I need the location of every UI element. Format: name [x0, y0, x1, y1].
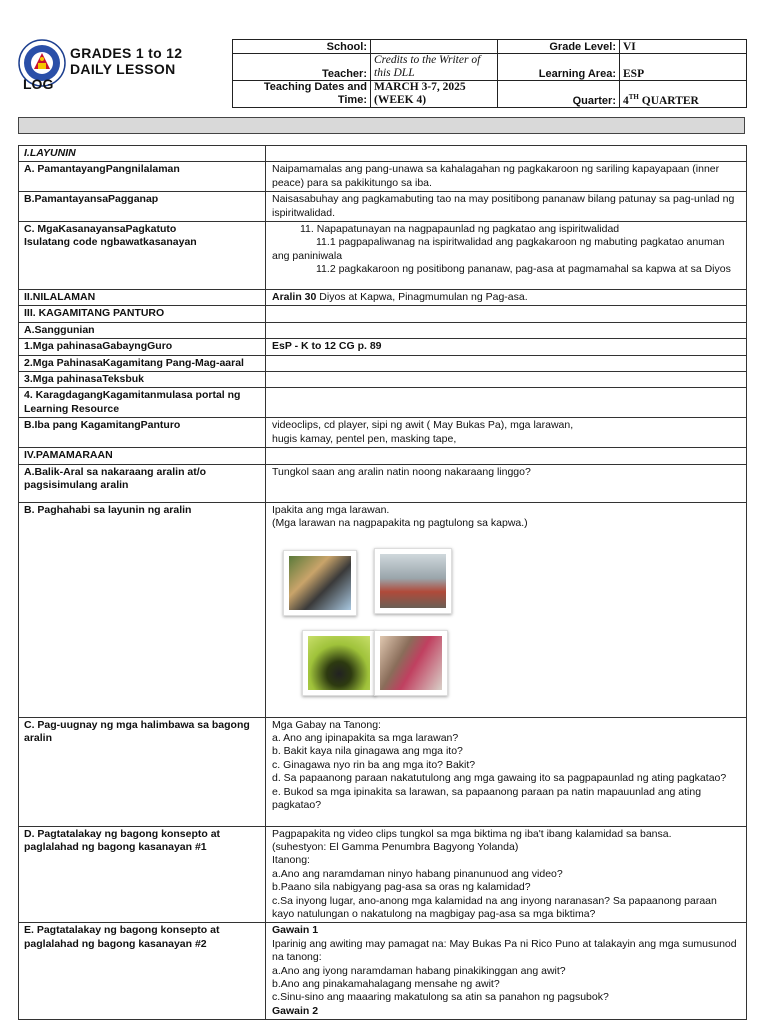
- pagtatalakay-2-line: c.Sinu-sino ang maaaring makatulong sa atin sa panahon ng pagsubok?: [272, 991, 609, 1004]
- pag-uugnay-line: e. Bukod sa mga ipinakita sa larawan, sa papaanong paraan pa natin mapauunlad ang ating pagkatao?: [272, 785, 702, 811]
- pagtatalakay-1-label: D. Pagtatalakay ng bagong konsepto at paglalahad ng bagong kasanayan #1: [19, 826, 266, 923]
- learning-area-value: ESP: [620, 54, 747, 81]
- balik-aral-label: A.Balik-Aral sa nakaraang aralin at/o pagsisimulang aralin: [19, 464, 266, 502]
- layunin-heading: I.LAYUNIN: [19, 146, 266, 162]
- teksbuk-label: 3.Mga pahinasaTeksbuk: [19, 372, 266, 388]
- pamamaraan-empty: [266, 448, 747, 464]
- kasanayan-label-line-2: Isulatang code ngbawatkasanayan: [24, 236, 197, 249]
- pamantayang-pangnilalaman-text: Naipamamalas ang pang-unawa sa kahalagahan ng pagkakaroon ng sariling kapayapaan (inner peace) para sa pakikitungo sa iba.: [266, 162, 747, 192]
- pagtatalakay-1-line: (suhestyon: El Gamma Penumbra Bagyong Yolanda): [272, 840, 519, 853]
- pagtatalakay-1-line: c.Sa inyong lugar, ano-anong mga kalamidad na ang inyong naranasan? Sa papaanong paraan kayo natulungan o nakatulong na magbigay pag-asa sa mga biktima?: [272, 894, 717, 920]
- pamantayang-pangnilalaman-label: A. PamantayangPangnilalaman: [19, 162, 266, 192]
- quarter-suffix: TH: [628, 93, 639, 102]
- pagtatalakay-2-content: [266, 923, 747, 1020]
- helping-hand-photo: [302, 630, 376, 696]
- quarter-word: QUARTER: [641, 95, 699, 107]
- teacher-label: Teacher:: [233, 54, 371, 81]
- paghahabi-label: B. Paghahabi sa layunin ng aralin: [19, 502, 266, 717]
- quarter-number: 4: [623, 95, 629, 107]
- airplane-crowd-photo: [374, 548, 452, 614]
- pamantayan-sa-pagganap-label: B.PamantayansaPagganap: [19, 192, 266, 222]
- dll-title: [70, 45, 182, 77]
- kasanayan-line-2-text: 11.1 pagpapaliwanag na ispiritwalidad ang pagkakaroon ng mabuting pagkatao anuman ang paniniwala: [272, 236, 725, 262]
- sanggunian-empty: [266, 322, 747, 338]
- gabay-ng-guro-text: EsP - K to 12 CG p. 89: [266, 339, 747, 355]
- kasanayan-label: [19, 222, 266, 290]
- grade-level-label: Grade Level:: [498, 40, 620, 54]
- kasanayan-line-3-text: 11.2 pagkakaroon ng positibong pananaw, pag-asa at pagmamahal sa kapwa at sa Diyos: [316, 263, 731, 276]
- iba-pang-kagamitan-line-1: videoclips, cd player, sipi ng awit ( May Bukas Pa), mga larawan,: [272, 419, 574, 432]
- pagtatalakay-2-line: b.Ano ang pinakamahalagang mensahe ng awit?: [272, 977, 500, 990]
- kasanayan-line-1: 11. Napapatunayan na nagpapaunlad ng pagkatao ang ispiritwalidad: [300, 223, 620, 236]
- pag-uugnay-content: [266, 717, 747, 826]
- balik-aral-text: Tungkol saan ang aralin natin noong nakaraang linggo?: [266, 464, 747, 502]
- gawain-2-heading: Gawain 2: [272, 1004, 319, 1017]
- title-line-1: GRADES 1 to 12: [70, 45, 183, 61]
- teksbuk-empty: [266, 372, 747, 388]
- pag-uugnay-label: C. Pag-uugnay ng mga halimbawa sa bagong aralin: [19, 717, 266, 826]
- header-info-table: [232, 39, 747, 108]
- portal-empty: [266, 388, 747, 418]
- teacher-value: Credits to the Writer of this DLL: [371, 54, 498, 81]
- kasanayan-label-line-1: C. MgaKasanayansaPagkatuto: [24, 223, 177, 236]
- kasanayan-line-3: [272, 263, 741, 276]
- quarter-value: [620, 81, 747, 108]
- relief-volunteers-photo: [283, 550, 357, 616]
- paghahabi-content: [266, 502, 747, 717]
- school-label: School:: [233, 40, 371, 54]
- gawain-1-heading: Gawain 1: [272, 924, 319, 937]
- kagamitan-empty: [266, 306, 747, 322]
- iba-pang-kagamitan-text: [266, 418, 747, 448]
- pag-uugnay-line: d. Sa papaanong paraan nakatutulong ang mga gawaing ito sa pagpapaunlad ng ating pagkatao?: [272, 772, 727, 785]
- title-line-2: DAILY LESSON: [70, 61, 176, 77]
- photo-collage: [272, 530, 741, 710]
- pag-uugnay-line: Mga Gabay na Tanong:: [272, 718, 381, 731]
- layunin-empty: [266, 146, 747, 162]
- teaching-dates-label: Teaching Dates and Time:: [233, 81, 371, 108]
- sanggunian-heading: A.Sanggunian: [19, 322, 266, 338]
- teaching-dates-value: MARCH 3-7, 2025 (WEEK 4): [371, 81, 498, 108]
- lesson-table: [18, 145, 747, 1020]
- pagtatalakay-1-line: Itanong:: [272, 854, 310, 867]
- kagamitang-mag-aaral-label: 2.Mga PahinasaKagamitang Pang-Mag-aaral: [19, 355, 266, 371]
- pagtatalakay-1-line: b.Paano sila nabigyang pag-asa sa oras ng kalamidad?: [272, 881, 531, 894]
- pagtatalakay-1-content: [266, 826, 747, 923]
- title-line-3: LOG: [23, 76, 54, 92]
- section-divider-bar: [18, 117, 745, 134]
- aralin-title: Diyos at Kapwa, Pinagmumulan ng Pag-asa.: [316, 291, 528, 304]
- pag-uugnay-line: c. Ginagawa nyo rin ba ang mga ito? Bakit?: [272, 758, 476, 771]
- school-value: [371, 40, 498, 54]
- pag-uugnay-line: b. Bakit kaya nila ginagawa ang mga ito?: [272, 745, 463, 758]
- pag-uugnay-line: a. Ano ang ipinapakita sa mga larawan?: [272, 731, 459, 744]
- gabay-ng-guro-label: 1.Mga pahinasaGabayngGuro: [19, 339, 266, 355]
- kagamitang-mag-aaral-empty: [266, 355, 747, 371]
- nilalaman-text: [266, 290, 747, 306]
- portal-label: 4. KaragdagangKagamitanmulasa portal ng Learning Resource: [19, 388, 266, 418]
- pamamaraan-heading: IV.PAMAMARAAN: [19, 448, 266, 464]
- pagtatalakay-2-label: E. Pagtatalakay ng bagong konsepto at paglalahad ng bagong kasanayan #2: [19, 923, 266, 1020]
- pagtatalakay-1-line: Pagpapakita ng video clips tungkol sa mga biktima ng iba't ibang kalamidad sa bansa.: [272, 827, 672, 840]
- nilalaman-heading: II.NILALAMAN: [19, 290, 266, 306]
- caregiver-photo: [374, 630, 448, 696]
- lesson-header: [18, 39, 746, 106]
- learning-area-label: Learning Area:: [498, 54, 620, 81]
- kagamitan-heading: III. KAGAMITANG PANTURO: [19, 306, 266, 322]
- paghahabi-line-2: (Mga larawan na nagpapakita ng pagtulong sa kapwa.): [272, 516, 528, 529]
- pagtatalakay-2-line: a.Ano ang iyong naramdaman habang pinakikinggan ang awit?: [272, 964, 566, 977]
- grade-level-value: VI: [620, 40, 747, 54]
- paghahabi-line-1: Ipakita ang mga larawan.: [272, 503, 390, 516]
- pagtatalakay-2-line: Iparinig ang awiting may pamagat na: May Bukas Pa ni Rico Puno at talakayin ang mga sumusunod na tanong:: [272, 937, 737, 964]
- aralin-number: Aralin 30: [272, 291, 317, 304]
- quarter-label: Quarter:: [498, 81, 620, 108]
- kasanayan-text: [266, 222, 747, 290]
- iba-pang-kagamitan-label: B.Iba pang KagamitangPanturo: [19, 418, 266, 448]
- iba-pang-kagamitan-line-2: hugis kamay, pentel pen, masking tape,: [272, 432, 457, 445]
- pamantayan-sa-pagganap-text: Naisasabuhay ang pagkamabuting tao na may positibong pananaw bilang patunay sa pag-unlad ng ispiritwalidad.: [266, 192, 747, 222]
- pagtatalakay-1-line: a.Ano ang naramdaman ninyo habang pinanunuod ang video?: [272, 867, 563, 880]
- kasanayan-line-2: [272, 236, 741, 263]
